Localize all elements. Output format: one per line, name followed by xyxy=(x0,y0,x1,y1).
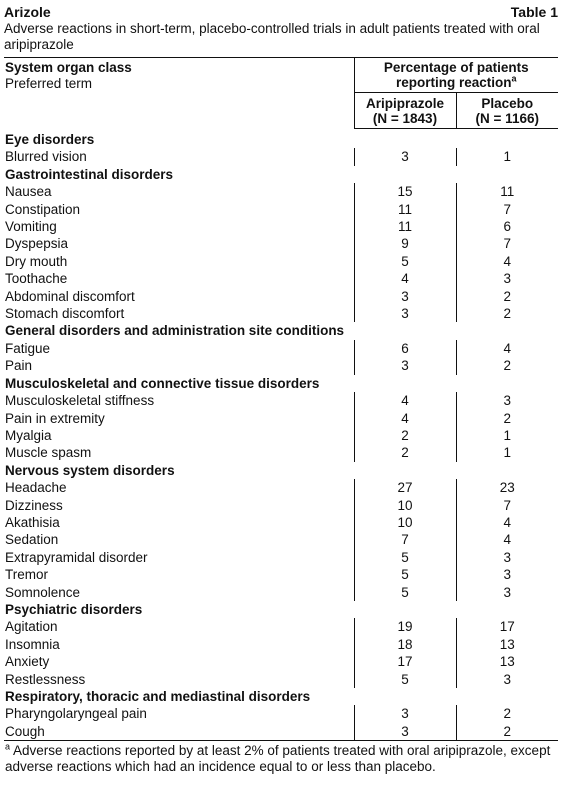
table-row xyxy=(4,723,558,741)
table-row xyxy=(4,514,558,531)
placebo-value: 7 xyxy=(503,236,512,252)
preferred-term: Insomnia xyxy=(4,636,354,653)
aripiprazole-value: 10 xyxy=(354,514,456,531)
placebo-value: 1 xyxy=(503,427,512,443)
placebo-value: 1 xyxy=(503,445,512,461)
table-row xyxy=(4,671,558,688)
placebo-value: 3 xyxy=(503,584,512,600)
placebo-value: 17 xyxy=(499,619,515,635)
column-header-soc xyxy=(4,58,354,129)
column-header-placebo: Placebo (N = 1166) xyxy=(456,93,558,129)
table-row xyxy=(4,183,558,200)
footnote-marker: a xyxy=(5,741,11,752)
preferred-term: Restlessness xyxy=(4,671,354,688)
aripiprazole-value: 15 xyxy=(354,183,456,200)
aripiprazole-value: 27 xyxy=(354,479,456,496)
aripiprazole-value: 19 xyxy=(354,618,456,635)
preferred-term: Pain in extremity xyxy=(4,410,354,427)
preferred-term: Stomach discomfort xyxy=(4,305,354,322)
preferred-term: Headache xyxy=(4,479,354,496)
aripiprazole-value: 4 xyxy=(354,410,456,427)
preferred-term: Dizziness xyxy=(4,497,354,514)
category-row xyxy=(4,601,558,618)
preferred-term: Vomiting xyxy=(4,218,354,235)
table-row xyxy=(4,392,558,409)
preferred-term: Blurred vision xyxy=(4,148,354,165)
table-row xyxy=(4,705,558,722)
table-row xyxy=(4,201,558,218)
aripiprazole-value: 3 xyxy=(354,305,456,322)
placebo-value: 4 xyxy=(503,532,512,548)
placebo-value: 3 xyxy=(503,567,512,583)
preferred-term: Abdominal discomfort xyxy=(4,288,354,305)
preferred-term: Nausea xyxy=(4,183,354,200)
aripiprazole-value: 4 xyxy=(354,392,456,409)
table-row xyxy=(4,427,558,444)
table-row xyxy=(4,253,558,270)
table-row xyxy=(4,305,558,322)
placebo-value: 3 xyxy=(503,671,512,687)
table-row xyxy=(4,584,558,601)
placebo-value: 4 xyxy=(503,340,512,356)
preferred-term: Musculoskeletal stiffness xyxy=(4,392,354,409)
pct-line1: Percentage of patients xyxy=(383,60,529,75)
preferred-term: Myalgia xyxy=(4,427,354,444)
aripiprazole-value: 3 xyxy=(354,148,456,165)
preferred-term: Toothache xyxy=(4,270,354,287)
placebo-value: 2 xyxy=(503,288,512,304)
aripiprazole-value: 9 xyxy=(354,235,456,252)
table-caption: Adverse reactions in short-term, placebo-controlled trials in adult patients treated with oral aripiprazole xyxy=(4,21,540,52)
soc-label: System organ class xyxy=(5,60,132,75)
adverse-reactions-table xyxy=(4,57,558,741)
preferred-term: Pain xyxy=(4,357,354,374)
table-row xyxy=(4,218,558,235)
aripiprazole-value: 3 xyxy=(354,357,456,374)
drug-name: Arizole xyxy=(4,4,51,20)
preferred-term: Tremor xyxy=(4,566,354,583)
placebo-value: 7 xyxy=(503,497,512,513)
table-row xyxy=(4,288,558,305)
category-row xyxy=(4,375,558,392)
column-header-percentage xyxy=(354,58,558,93)
table-row xyxy=(4,479,558,496)
aripiprazole-value: 2 xyxy=(354,427,456,444)
placebo-value: 2 xyxy=(503,306,512,322)
table-row xyxy=(4,148,558,165)
table-row xyxy=(4,549,558,566)
category-label: Musculoskeletal and connective tissue disorders xyxy=(5,375,320,391)
placebo-value: 2 xyxy=(503,706,512,722)
table-row xyxy=(4,566,558,583)
table-row xyxy=(4,270,558,287)
table-row xyxy=(4,444,558,461)
category-row xyxy=(4,688,558,705)
table-row xyxy=(4,618,558,635)
preferred-term: Dry mouth xyxy=(4,253,354,270)
footnote xyxy=(4,743,558,775)
table-row xyxy=(4,410,558,427)
placebo-value: 4 xyxy=(503,514,512,530)
placebo-value: 3 xyxy=(503,271,512,287)
aripiprazole-value: 2 xyxy=(354,444,456,461)
term-label: Preferred term xyxy=(5,76,93,91)
table-row xyxy=(4,653,558,670)
placebo-value: 2 xyxy=(456,723,558,741)
preferred-term: Anxiety xyxy=(4,653,354,670)
table-row xyxy=(4,340,558,357)
placebo-value: 13 xyxy=(499,636,515,652)
preferred-term: Muscle spasm xyxy=(4,444,354,461)
table-header xyxy=(4,4,558,20)
category-row xyxy=(4,462,558,479)
aripiprazole-value: 4 xyxy=(354,270,456,287)
category-row xyxy=(4,129,558,149)
aripiprazole-value: 11 xyxy=(354,218,456,235)
preferred-term: Constipation xyxy=(4,201,354,218)
category-row xyxy=(4,166,558,183)
column-header-aripiprazole: Aripiprazole (N = 1843) xyxy=(354,93,456,129)
table-body xyxy=(4,129,558,741)
placebo-value: 3 xyxy=(503,549,512,565)
preferred-term: Agitation xyxy=(4,618,354,635)
pct-line2: reporting reaction xyxy=(395,75,512,90)
preferred-term: Pharyngolaryngeal pain xyxy=(4,705,354,722)
preferred-term: Fatigue xyxy=(4,340,354,357)
category-label: Nervous system disorders xyxy=(5,462,175,478)
aripiprazole-value: 5 xyxy=(354,671,456,688)
preferred-term: Cough xyxy=(4,723,354,741)
table-label: Table 1 xyxy=(510,4,558,20)
category-label: General disorders and administration site conditions xyxy=(5,323,345,339)
aripiprazole-value: 5 xyxy=(354,584,456,601)
category-label: Psychiatric disorders xyxy=(5,601,143,617)
category-label: Respiratory, thoracic and mediastinal disorders xyxy=(5,689,311,704)
aripiprazole-value: 17 xyxy=(354,653,456,670)
aripiprazole-value: 3 xyxy=(354,723,456,741)
table-row xyxy=(4,357,558,374)
table-row xyxy=(4,531,558,548)
table-row xyxy=(4,235,558,252)
preferred-term: Sedation xyxy=(4,531,354,548)
category-row xyxy=(4,322,558,339)
placebo-value: 6 xyxy=(503,219,512,235)
placebo-value: 7 xyxy=(503,201,512,217)
aripiprazole-value: 5 xyxy=(354,253,456,270)
aripiprazole-value: 10 xyxy=(354,497,456,514)
aripiprazole-value: 3 xyxy=(354,288,456,305)
placebo-value: 3 xyxy=(503,393,512,409)
preferred-term: Extrapyramidal disorder xyxy=(4,549,354,566)
category-label: Eye disorders xyxy=(5,132,95,147)
category-label: Gastrointestinal disorders xyxy=(5,166,174,182)
placebo-value: 1 xyxy=(503,149,512,165)
placebo-value: 11 xyxy=(500,184,515,200)
aripiprazole-value: 6 xyxy=(354,340,456,357)
footnote-text: Adverse reactions reported by at least 2% of patients treated with oral aripiprazole, except adverse reactions which had an incidence equal to or less than placebo. xyxy=(5,743,551,775)
placebo-value: 13 xyxy=(499,654,515,670)
aripiprazole-value: 5 xyxy=(354,549,456,566)
preferred-term: Dyspepsia xyxy=(4,235,354,252)
placebo-value: 2 xyxy=(503,358,512,374)
footnote-ref: a xyxy=(511,73,517,84)
aripiprazole-value: 11 xyxy=(354,201,456,218)
table-row xyxy=(4,497,558,514)
placebo-value: 2 xyxy=(503,410,512,426)
aripiprazole-value: 5 xyxy=(354,566,456,583)
aripiprazole-value: 18 xyxy=(354,636,456,653)
preferred-term: Somnolence xyxy=(4,584,354,601)
placebo-value: 4 xyxy=(503,253,512,269)
aripiprazole-value: 7 xyxy=(354,531,456,548)
placebo-value: 23 xyxy=(499,480,515,496)
preferred-term: Akathisia xyxy=(4,514,354,531)
aripiprazole-value: 3 xyxy=(354,705,456,722)
table-row xyxy=(4,636,558,653)
